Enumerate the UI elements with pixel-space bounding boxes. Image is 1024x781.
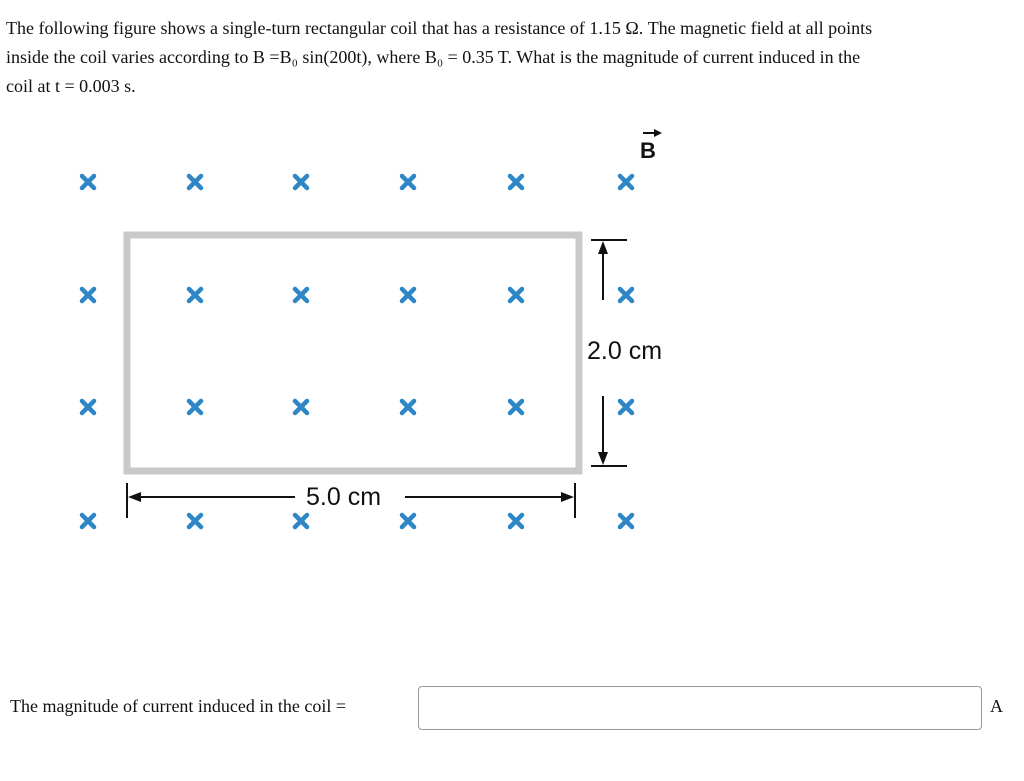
- coil-figure: [0, 120, 720, 560]
- x-mark-icon: [295, 515, 307, 527]
- x-mark-icon: [82, 289, 94, 301]
- x-mark-icon: [82, 515, 94, 527]
- x-mark-icon: [82, 176, 94, 188]
- x-mark-icon: [510, 515, 522, 527]
- x-mark-icon: [402, 176, 414, 188]
- question-line-3: coil at t = 0.003 s.: [6, 76, 136, 96]
- x-mark-icon: [295, 401, 307, 413]
- x-mark-icon: [510, 401, 522, 413]
- field-label-b: B: [640, 138, 656, 163]
- question-line-2: inside the coil varies according to B =B₀ sin(200t), where B₀ = 0.35 T. What is the magnitude of current induced in the: [6, 47, 861, 67]
- x-mark-icon: [620, 515, 632, 527]
- coil-rectangle: [127, 235, 579, 471]
- x-mark-icon: [189, 176, 201, 188]
- height-label: 2.0 cm: [587, 337, 663, 365]
- x-mark-icon: [620, 401, 632, 413]
- x-mark-icon: [295, 176, 307, 188]
- answer-row: [10, 686, 1020, 732]
- x-mark-icon: [402, 401, 414, 413]
- x-mark-icon: [510, 289, 522, 301]
- x-mark-icon: [620, 289, 632, 301]
- answer-input[interactable]: [418, 686, 982, 730]
- x-mark-icon: [402, 515, 414, 527]
- x-mark-icon: [510, 176, 522, 188]
- x-mark-icon: [189, 515, 201, 527]
- x-mark-icon: [620, 176, 632, 188]
- answer-label: The magnitude of current induced in the coil =: [10, 696, 347, 716]
- x-mark-icon: [189, 401, 201, 413]
- question-text: [6, 14, 1006, 101]
- x-mark-icon: [402, 289, 414, 301]
- width-label: 5.0 cm: [306, 483, 382, 511]
- x-mark-icon: [295, 289, 307, 301]
- x-mark-icon: [82, 401, 94, 413]
- x-mark-icon: [189, 289, 201, 301]
- answer-unit: A: [990, 696, 1003, 716]
- question-line-1: The following figure shows a single-turn rectangular coil that has a resistance of 1.15 Ω. The magnetic field at all points: [6, 18, 873, 38]
- b-vector-arrow-icon: [643, 129, 662, 137]
